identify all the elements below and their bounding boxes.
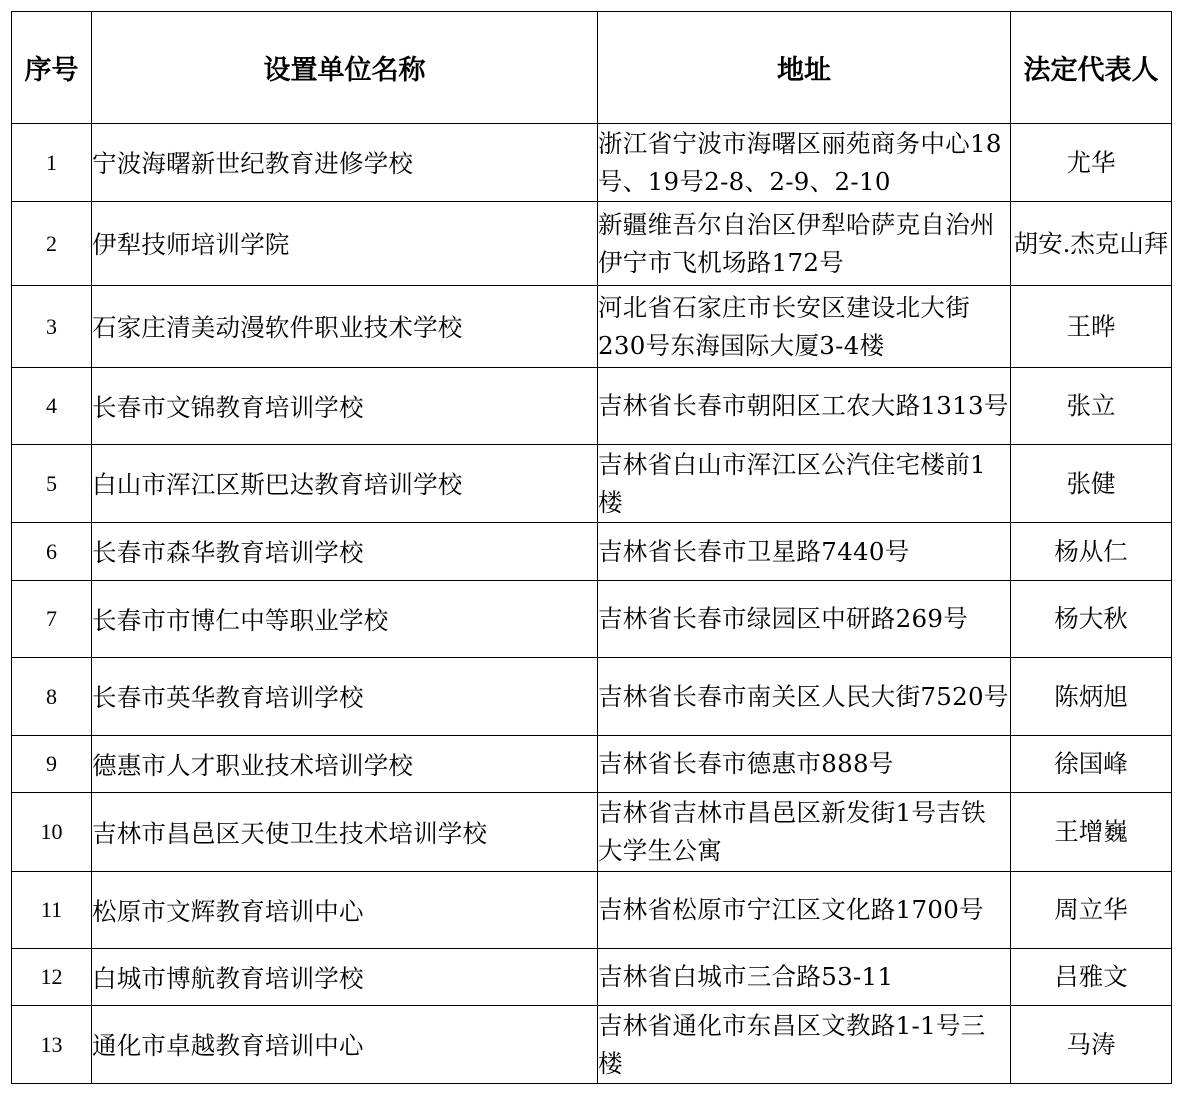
row-name: 吉林市昌邑区天使卫生技术培训学校 [92, 793, 598, 872]
table-row [12, 658, 1172, 736]
header-rep: 法定代表人 [1011, 12, 1172, 124]
row-rep: 周立华 [1011, 872, 1172, 949]
row-rep: 杨大秋 [1011, 581, 1172, 658]
row-num: 6 [12, 523, 92, 581]
row-name: 长春市森华教育培训学校 [92, 523, 598, 581]
table-row [12, 872, 1172, 949]
row-address: 吉林省长春市南关区人民大街7520号 [598, 658, 1011, 736]
row-rep: 张立 [1011, 368, 1172, 445]
row-rep: 陈炳旭 [1011, 658, 1172, 736]
row-rep: 徐国峰 [1011, 736, 1172, 793]
row-num: 10 [12, 793, 92, 872]
row-num: 1 [12, 124, 92, 202]
row-address: 吉林省白城市三合路53-11 [598, 949, 1011, 1006]
header-address: 地址 [598, 12, 1011, 124]
table-row [12, 949, 1172, 1006]
row-rep: 王增巍 [1011, 793, 1172, 872]
table-row [12, 202, 1172, 286]
table-row [12, 286, 1172, 368]
row-name: 长春市市博仁中等职业学校 [92, 581, 598, 658]
row-address: 河北省石家庄市长安区建设北大街230号东海国际大厦3-4楼 [598, 286, 1011, 368]
row-rep: 胡安.杰克山拜 [1011, 202, 1172, 286]
row-num: 13 [12, 1006, 92, 1084]
row-address: 吉林省长春市朝阳区工农大路1313号 [598, 368, 1011, 445]
row-address: 吉林省长春市德惠市888号 [598, 736, 1011, 793]
row-rep: 尤华 [1011, 124, 1172, 202]
row-address: 吉林省松原市宁江区文化路1700号 [598, 872, 1011, 949]
row-address: 吉林省白山市浑江区公汽住宅楼前1楼 [598, 445, 1011, 523]
row-rep: 马涛 [1011, 1006, 1172, 1084]
table-row [12, 793, 1172, 872]
row-name: 长春市文锦教育培训学校 [92, 368, 598, 445]
row-address: 吉林省长春市卫星路7440号 [598, 523, 1011, 581]
row-address: 吉林省通化市东昌区文教路1-1号三楼 [598, 1006, 1011, 1084]
row-num: 11 [12, 872, 92, 949]
row-name: 石家庄清美动漫软件职业技术学校 [92, 286, 598, 368]
row-num: 3 [12, 286, 92, 368]
table-row [12, 523, 1172, 581]
row-num: 2 [12, 202, 92, 286]
row-rep: 王晔 [1011, 286, 1172, 368]
row-num: 9 [12, 736, 92, 793]
table-row [12, 581, 1172, 658]
row-num: 8 [12, 658, 92, 736]
table-row [12, 368, 1172, 445]
row-name: 德惠市人才职业技术培训学校 [92, 736, 598, 793]
table-row [12, 736, 1172, 793]
table-row [12, 445, 1172, 523]
row-rep: 杨从仁 [1011, 523, 1172, 581]
row-name: 宁波海曙新世纪教育进修学校 [92, 124, 598, 202]
row-name: 白山市浑江区斯巴达教育培训学校 [92, 445, 598, 523]
row-name: 伊犁技师培训学院 [92, 202, 598, 286]
row-num: 4 [12, 368, 92, 445]
header-num: 序号 [12, 12, 92, 124]
row-rep: 张健 [1011, 445, 1172, 523]
row-num: 12 [12, 949, 92, 1006]
row-address: 吉林省吉林市昌邑区新发街1号吉铁大学生公寓 [598, 793, 1011, 872]
row-num: 7 [12, 581, 92, 658]
row-address: 吉林省长春市绿园区中研路269号 [598, 581, 1011, 658]
table-row [12, 1006, 1172, 1084]
row-rep: 吕雅文 [1011, 949, 1172, 1006]
row-name: 松原市文辉教育培训中心 [92, 872, 598, 949]
row-name: 白城市博航教育培训学校 [92, 949, 598, 1006]
institution-table [11, 11, 1172, 1084]
header-row [12, 12, 1172, 124]
row-address: 浙江省宁波市海曙区丽苑商务中心18号、19号2-8、2-9、2-10 [598, 124, 1011, 202]
header-name: 设置单位名称 [92, 12, 598, 124]
row-num: 5 [12, 445, 92, 523]
row-name: 通化市卓越教育培训中心 [92, 1006, 598, 1084]
row-name: 长春市英华教育培训学校 [92, 658, 598, 736]
row-address: 新疆维吾尔自治区伊犁哈萨克自治州伊宁市飞机场路172号 [598, 202, 1011, 286]
table-row [12, 124, 1172, 202]
